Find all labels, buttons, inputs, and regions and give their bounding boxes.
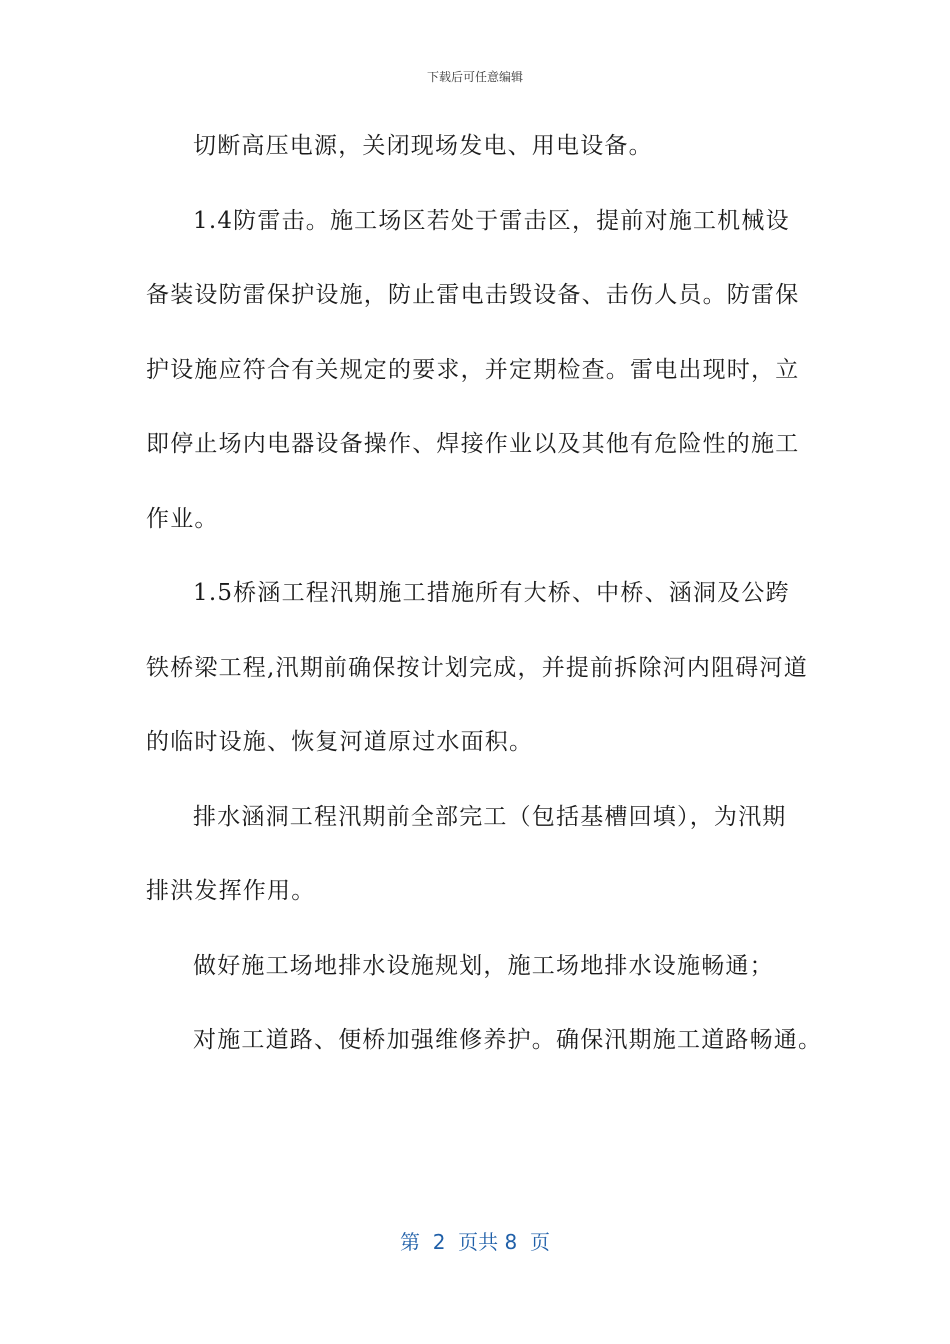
paragraph-line: 对施工道路、便桥加强维修养护。确保汛期施工道路畅通。 (193, 1027, 823, 1053)
paragraph-line: 1.4防雷击。施工场区若处于雷击区，提前对施工机械设 (193, 207, 790, 234)
paragraph-line: 1.5桥涵工程汛期施工措施所有大桥、中桥、涵洞及公跨 (193, 580, 790, 606)
paragraph-line: 即停止场内电器设备操作、焊接作业以及其他有危险性的施工 (146, 431, 800, 457)
paragraph-line: 备装设防雷保护设施，防止雷电击毁设备、击伤人员。防雷保 (146, 282, 800, 308)
paragraph-line: 做好施工场地排水设施规划，施工场地排水设施畅通； (193, 952, 774, 979)
paragraph-line: 切断高压电源，关闭现场发电、用电设备。 (193, 133, 653, 159)
paragraph-line: 的临时设施、恢复河道原过水面积。 (146, 729, 534, 755)
paragraph-line: 护设施应符合有关规定的要求，并定期检查。雷电出现时，立 (146, 356, 800, 383)
paragraph-line: 排水涵洞工程汛期前全部完工（包括基槽回填），为汛期 (193, 803, 787, 830)
page-number: 第 2 页共 8 页 (400, 1230, 550, 1254)
document-body (146, 128, 823, 1097)
paragraph-line: 排洪发挥作用。 (146, 878, 316, 904)
paragraph-line: 作业。 (146, 505, 219, 532)
paragraph-line: 铁桥梁工程,汛期前确保按计划完成，并提前拆除河内阻碍河道 (146, 654, 808, 681)
header-note: 下载后可任意编辑 (426, 70, 523, 84)
